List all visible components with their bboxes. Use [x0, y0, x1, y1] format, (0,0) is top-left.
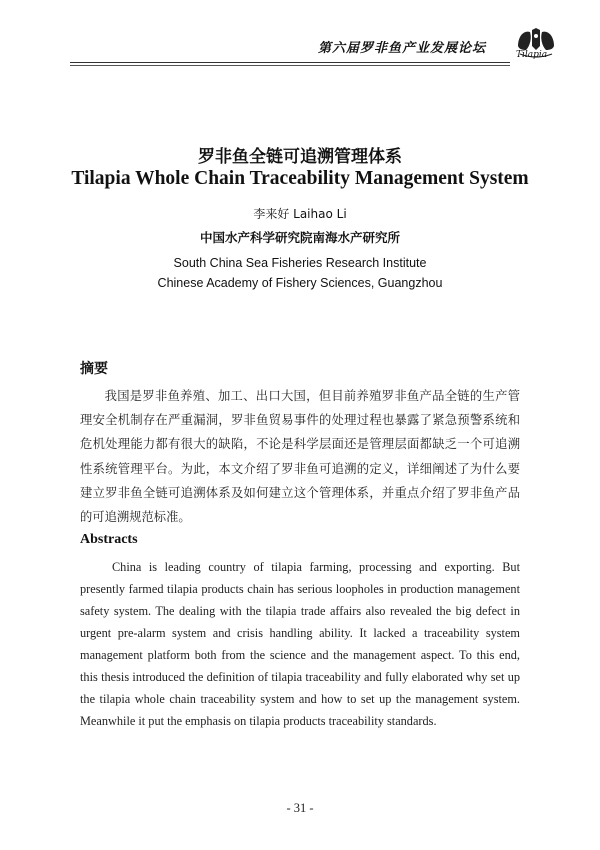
header-rule — [70, 62, 510, 63]
logo-caption: Tilapia — [516, 50, 548, 60]
abstract-heading-chinese: 摘要 — [80, 361, 108, 377]
header-rule-thin — [70, 65, 510, 66]
abstract-body-english: China is leading country of tilapia farming, processing and exporting. But presently farmed tilapia products chain has serious loopholes in production management safety system. The dealing with the tilapia trade affairs also revealed the big defect in urgent pre-alarm system and crisis handling ability. It lacked a traceability system management platform both from the science and the management aspect. To this end, this thesis introduced the definition of tilapia traceability and fully elaborated why set up the tilapia whole chain traceability system and how to set up the management system. Meanwhile it put the emphasis on tilapia products traceability standards. — [80, 560, 520, 728]
tilapia-logo-icon — [512, 26, 560, 70]
paper-title-english: Tilapia Whole Chain Traceability Management System — [71, 168, 529, 189]
affiliation-english-line1: South China Sea Fisheries Research Institute — [173, 256, 427, 270]
author-name: 李来好 Laihao Li — [253, 207, 347, 221]
abstract-heading-english: Abstracts — [80, 532, 138, 547]
abstract-body-chinese: 我国是罗非鱼养殖、加工、出口大国，但目前养殖罗非鱼产品全链的生产管理安全机制存在严重漏洞，罗非鱼贸易事件的处理过程也暴露了紧急预警系统和危机处理能力都有很大的缺陷，不论是科学层面还是管理层面都缺乏一个可追溯性系统管理平台。为此，本文介绍了罗非鱼可追溯的定义，详细阐述了为什么要建立罗非鱼全链可追溯体系及如何建立这个管理体系，并重点介绍了罗非鱼产品的可追溯规范标准。 — [80, 389, 520, 525]
running-header-title: 第六届罗非鱼产业发展论坛 — [318, 41, 487, 56]
paper-title-chinese: 罗非鱼全链可追溯管理体系 — [198, 147, 402, 167]
affiliation-chinese: 中国水产科学研究院南海水产研究所 — [199, 230, 400, 245]
page-number: - 31 - — [286, 801, 314, 815]
affiliation-english-line2: Chinese Academy of Fishery Sciences, Guangzhou — [157, 276, 443, 290]
